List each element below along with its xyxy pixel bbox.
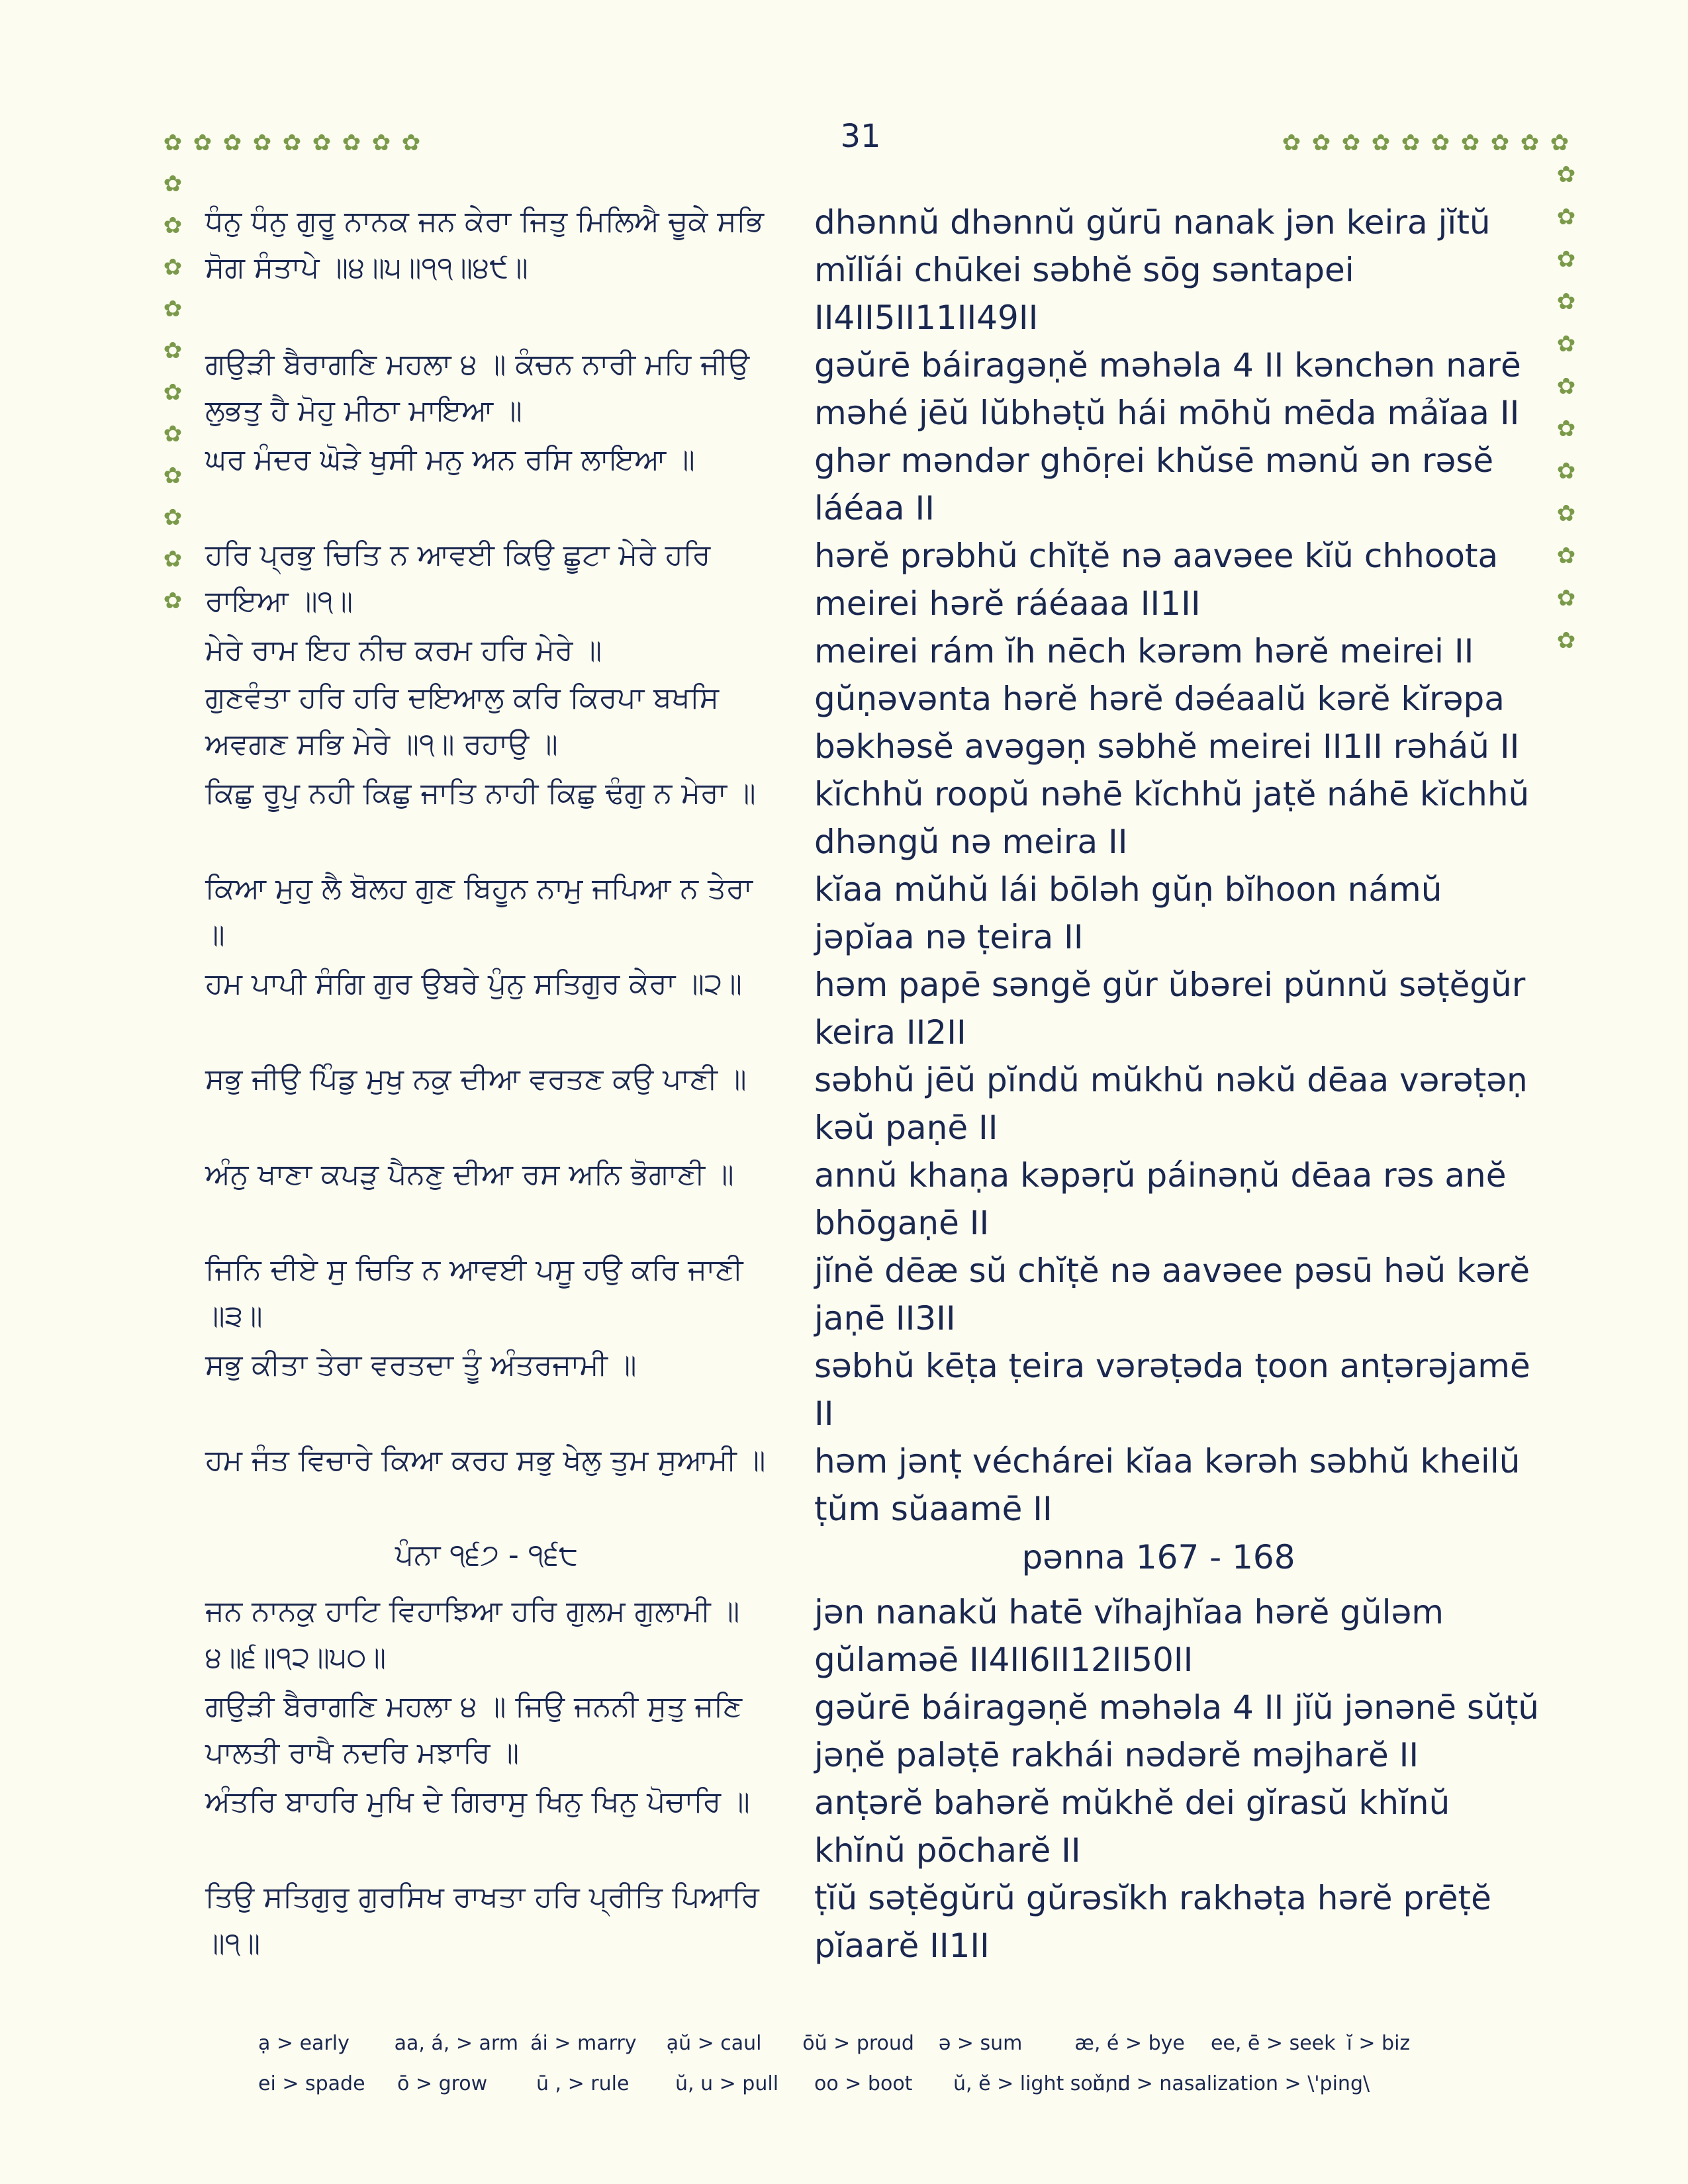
legend-item: ei > spade bbox=[258, 2072, 365, 2095]
transliteration-line: səbhŭ jēŭ pĭndŭ mŭkhŭ nəkŭ dēaa vərəṭəṇ kəŭ paṇē II bbox=[814, 1061, 1528, 1147]
gurmukhi-line: ਜਿਨਿ ਦੀਏ ਸੁ ਚਿਤਿ ਨ ਆਵਈ ਪਸੂ ਹਉ ਕਰਿ ਜਾਣੀ ॥੩॥ bbox=[205, 1253, 743, 1333]
verse-row bbox=[205, 1342, 1542, 1437]
gurmukhi-line: ਅੰਨੁ ਖਾਣਾ ਕਪੜੁ ਪੈਨਣੁ ਦੀਆ ਰਸ ਅਨਿ ਭੋਗਾਣੀ ॥ bbox=[205, 1158, 734, 1191]
gurmukhi-line: ਮੇਰੇ ਰਾਮ ਇਹ ਨੀਚ ਕਰਮ ਹਰਿ ਮੇਰੇ ॥ bbox=[205, 633, 602, 667]
flower-icon: ✿ bbox=[1556, 585, 1576, 612]
flower-icon: ✿ bbox=[163, 338, 183, 364]
page-reference-gurmukhi: ਪੰਨਾ ੧੬੭ - ੧੬੮ bbox=[395, 1538, 579, 1572]
verse-rows bbox=[205, 199, 1542, 1970]
verse-row bbox=[205, 866, 1542, 961]
legend-row bbox=[258, 2072, 1483, 2095]
verse-row bbox=[205, 627, 1542, 675]
flower-icon: ✿ bbox=[1282, 130, 1301, 156]
flower-icon: ✿ bbox=[163, 296, 183, 322]
flower-icon: ✿ bbox=[1556, 246, 1576, 273]
gurmukhi-line: ਕਿਛੁ ਰੂਪੁ ਨਹੀ ਕਿਛੁ ਜਾਤਿ ਨਾਹੀ ਕਿਛੁ ਢੰਗੁ ਨ ਮੇਰਾ ॥ bbox=[205, 776, 756, 810]
flower-icon: ✿ bbox=[1550, 130, 1570, 156]
transliteration-line: kĭaa mŭhŭ lái bōləh gŭṇ bĭhoon námŭ jəpĭaa nə ṭeira II bbox=[814, 870, 1442, 956]
legend-item: ee, ē > seek bbox=[1210, 2032, 1336, 2055]
flower-icon: ✿ bbox=[193, 130, 212, 156]
flower-icon: ✿ bbox=[1401, 130, 1421, 156]
flower-icon: ✿ bbox=[163, 588, 183, 614]
pronunciation-legend bbox=[258, 2032, 1483, 2113]
transliteration-line: gəŭrē báiragəṇĕ məhəla 4 II kənchən narē məhé jēŭ lŭbhəṭŭ hái mōhŭ mēda mảĭaa II bbox=[814, 346, 1521, 432]
ornament-top-right bbox=[1281, 132, 1572, 159]
flower-icon: ✿ bbox=[163, 463, 183, 489]
gurmukhi-line: ਹਰਿ ਪ੍ਰਭੁ ਚਿਤਿ ਨ ਆਵਈ ਕਿਉ ਛੂਟਾ ਮੇਰੇ ਹਰਿ ਰਾਇਆ ॥੧॥ bbox=[205, 538, 711, 618]
page-number: 31 bbox=[840, 118, 881, 155]
flower-icon: ✿ bbox=[312, 130, 332, 156]
verse-row bbox=[205, 437, 1542, 532]
ornament-top-left bbox=[162, 132, 427, 159]
flower-icon: ✿ bbox=[1556, 161, 1576, 188]
verse-row bbox=[205, 1779, 1542, 1874]
flower-icon: ✿ bbox=[1430, 130, 1450, 156]
flower-icon: ✿ bbox=[163, 504, 183, 531]
verse-row bbox=[205, 1684, 1542, 1779]
flower-icon: ✿ bbox=[1556, 373, 1576, 400]
ornament-left bbox=[162, 173, 189, 657]
transliteration-line: həm papē səngĕ gŭr ŭbərei pŭnnŭ səṭĕgŭr keira II2II bbox=[814, 966, 1526, 1052]
gurmukhi-line: ਧੰਨੁ ਧੰਨੁ ਗੁਰੂ ਨਾਨਕ ਜਨ ਕੇਰਾ ਜਿਤੁ ਮਿਲਿਐ ਚੂਕੇ ਸਭਿ ਸੋਗ ਸੰਤਾਪੇ ॥੪॥੫॥੧੧॥੪੯॥ bbox=[205, 205, 764, 285]
legend-item: ū , > rule bbox=[536, 2072, 630, 2095]
legend-item: ōŭ > proud bbox=[802, 2032, 914, 2055]
legend-item: ŭ, ĕ > light sound bbox=[953, 2072, 1131, 2095]
ornament-right bbox=[1556, 161, 1582, 654]
transliteration-line: anṭərĕ bahərĕ mŭkhĕ dei gĭrasŭ khĭnŭ khĭnŭ pōcharĕ II bbox=[814, 1784, 1450, 1870]
transliteration-line: gŭṇəvənta hərĕ hərĕ dəéaalŭ kərĕ kĭrəpa bəkhəsĕ avəgəṇ səbhĕ meirei II1II rəháŭ II bbox=[814, 680, 1520, 766]
flower-icon: ✿ bbox=[252, 130, 272, 156]
legend-item: ạŭ > caul bbox=[666, 2032, 762, 2055]
flower-icon: ✿ bbox=[401, 130, 421, 156]
transliteration-line: jĭnĕ dēæ sŭ chĭṭĕ nə aavəee pəsū həŭ kərĕ jaṇē II3II bbox=[814, 1251, 1530, 1338]
flower-icon: ✿ bbox=[342, 130, 361, 156]
transliteration-line: annŭ khaṇa kəpəṛŭ páinəṇŭ dēaa rəs anĕ bhōgaṇē II bbox=[814, 1156, 1507, 1242]
flower-icon: ✿ bbox=[1556, 543, 1576, 569]
transliteration-line: səbhŭ kēṭa ṭeira vərəṭəda ṭoon anṭərəjamē II bbox=[814, 1347, 1530, 1433]
legend-item: ň, n > nasalization > \'ping\ bbox=[1092, 2072, 1370, 2095]
flower-icon: ✿ bbox=[1460, 130, 1480, 156]
page-reference bbox=[205, 1538, 1542, 1576]
flower-icon: ✿ bbox=[163, 421, 183, 447]
flower-icon: ✿ bbox=[1556, 500, 1576, 527]
transliteration-line: meirei rám ĭh nēch kərəm hərĕ meirei II bbox=[814, 632, 1474, 670]
verse-row bbox=[205, 770, 1542, 866]
legend-item: aa, á, > arm bbox=[394, 2032, 518, 2055]
transliteration-line: ṭĭŭ səṭĕgŭrŭ gŭrəsĭkh rakhəṭa hərĕ prēṭĕ pĭaarĕ II1II bbox=[814, 1879, 1491, 1965]
transliteration-line: hərĕ prəbhŭ chĭṭĕ nə aavəee kĭŭ chhoota meirei hərĕ ráéaaa II1II bbox=[814, 537, 1499, 623]
gurmukhi-line: ਕਿਆ ਮੁਹੁ ਲੈ ਬੋਲਹ ਗੁਣ ਬਿਹੂਨ ਨਾਮੁ ਜਪਿਆ ਨ ਤੇਰਾ ॥ bbox=[205, 872, 753, 952]
transliteration-line: həm jənṭ véchárei kĭaa kərəh səbhŭ kheilŭ ṭŭm sŭaamē II bbox=[814, 1442, 1521, 1528]
gurmukhi-line: ਗੁਣਵੰਤਾ ਹਰਿ ਹਰਿ ਦਇਆਲੁ ਕਰਿ ਕਿਰਪਾ ਬਖਸਿ ਅਵਗਣ ਸਭਿ ਮੇਰੇ ॥੧॥ ਰਹਾਉ ॥ bbox=[205, 681, 720, 761]
legend-item: ạ > early bbox=[258, 2032, 350, 2055]
verse-row bbox=[205, 1437, 1542, 1533]
gurmukhi-line: ਹਮ ਜੰਤ ਵਿਚਾਰੇ ਕਿਆ ਕਰਹ ਸਭੁ ਖੇਲੁ ਤੁਮ ਸੁਆਮੀ ॥ bbox=[205, 1443, 766, 1477]
verse-row bbox=[205, 1152, 1542, 1247]
verse-row bbox=[205, 1056, 1542, 1152]
gurmukhi-line: ਘਰ ਮੰਦਰ ਘੋੜੇ ਖੁਸੀ ਮਨੁ ਅਨ ਰਸਿ ਲਾਇਆ ॥ bbox=[205, 443, 695, 477]
verse-row bbox=[205, 675, 1542, 770]
gurmukhi-line: ਹਮ ਪਾਪੀ ਸੰਗਿ ਗੁਰ ਉਬਰੇ ਪੁੰਨੁ ਸਤਿਗੁਰ ਕੇਰਾ ॥੨॥ bbox=[205, 967, 742, 1001]
gurmukhi-line: ਜਨ ਨਾਨਕੁ ਹਾਟਿ ਵਿਹਾਝਿਆ ਹਰਿ ਗੁਲਮ ਗੁਲਾਮੀ ॥੪॥੬॥੧੨॥੫੦॥ bbox=[205, 1594, 740, 1674]
flower-icon: ✿ bbox=[1556, 627, 1576, 654]
flower-icon: ✿ bbox=[163, 212, 183, 239]
flower-icon: ✿ bbox=[282, 130, 302, 156]
flower-icon: ✿ bbox=[163, 546, 183, 572]
legend-item: æ, é > bye bbox=[1074, 2032, 1185, 2055]
flower-icon: ✿ bbox=[1556, 331, 1576, 357]
legend-item: ō > grow bbox=[397, 2072, 488, 2095]
legend-item: oo > boot bbox=[814, 2072, 913, 2095]
transliteration-line: gəŭrē báiragəṇĕ məhəla 4 II jĭŭ jənənē sŭṭŭ jəṇĕ paləṭē rakhái nədərĕ məjharĕ II bbox=[814, 1688, 1539, 1774]
verse-row bbox=[205, 341, 1542, 437]
flower-icon: ✿ bbox=[1371, 130, 1391, 156]
verse-row bbox=[205, 961, 1542, 1056]
flower-icon: ✿ bbox=[1341, 130, 1361, 156]
verse-row bbox=[205, 1247, 1542, 1342]
page-reference-translit: pənna 167 - 168 bbox=[1021, 1538, 1295, 1576]
legend-row bbox=[258, 2032, 1483, 2055]
flower-icon: ✿ bbox=[1520, 130, 1540, 156]
legend-item: ə > sum bbox=[938, 2032, 1023, 2055]
verse-row bbox=[205, 532, 1542, 627]
verse-row bbox=[205, 1588, 1542, 1684]
flower-icon: ✿ bbox=[163, 130, 183, 156]
flower-icon: ✿ bbox=[1311, 130, 1331, 156]
flower-icon: ✿ bbox=[371, 130, 391, 156]
gurmukhi-line: ਗਉੜੀ ਬੈਰਾਗਣਿ ਮਹਲਾ ੪ ॥ ਜਿਉ ਜਨਨੀ ਸੁਤੁ ਜਣਿ ਪਾਲਤੀ ਰਾਖੈ ਨਦਰਿ ਮਝਾਰਿ ॥ bbox=[205, 1690, 743, 1770]
flower-icon: ✿ bbox=[1556, 458, 1576, 484]
gurmukhi-line: ਅੰਤਰਿ ਬਾਹਰਿ ਮੁਖਿ ਦੇ ਗਿਰਾਸੁ ਖਿਨੁ ਖਿਨੁ ਪੋਚਾਰਿ ॥ bbox=[205, 1785, 750, 1819]
verse-row bbox=[205, 199, 1542, 341]
transliteration-line: dhənnŭ dhənnŭ gŭrū nanak jən keira jĭtŭ mĭlĭái chūkei səbhĕ sōg səntapei II4II5II11II49II bbox=[814, 203, 1491, 337]
verse-row bbox=[205, 1874, 1542, 1970]
transliteration-line: jən nanakŭ hatē vĭhajhĭaa hərĕ gŭləm gŭlaməē II4II6II12II50II bbox=[814, 1593, 1444, 1679]
flower-icon: ✿ bbox=[163, 379, 183, 406]
legend-item: ĭ > biz bbox=[1346, 2032, 1411, 2055]
gurmukhi-line: ਸਭੁ ਜੀਉ ਪਿੰਡੁ ਮੁਖੁ ਨਕੁ ਦੀਆ ਵਰਤਣ ਕਉ ਪਾਣੀ ॥ bbox=[205, 1062, 747, 1096]
flower-icon: ✿ bbox=[163, 254, 183, 281]
flower-icon: ✿ bbox=[1556, 289, 1576, 315]
legend-item: ái > marry bbox=[530, 2032, 637, 2055]
flower-icon: ✿ bbox=[163, 171, 183, 197]
gurmukhi-line: ਗਉੜੀ ਬੈਰਾਗਣਿ ਮਹਲਾ ੪ ॥ ਕੰਚਨ ਨਾਰੀ ਮਹਿ ਜੀਉ ਲੁਭਤੁ ਹੈ ਮੋਹੁ ਮੀਠਾ ਮਾਇਆ ॥ bbox=[205, 347, 750, 428]
transliteration-line: kĭchhŭ roopŭ nəhē kĭchhŭ jaṭĕ náhē kĭchhŭ dhəngŭ nə meira II bbox=[814, 775, 1530, 861]
flower-icon: ✿ bbox=[1556, 416, 1576, 442]
flower-icon: ✿ bbox=[1490, 130, 1510, 156]
gurmukhi-line: ਸਭੁ ਕੀਤਾ ਤੇਰਾ ਵਰਤਦਾ ਤੂੰ ਅੰਤਰਜਾਮੀ ॥ bbox=[205, 1348, 637, 1382]
flower-icon: ✿ bbox=[1556, 204, 1576, 230]
gurmukhi-line: ਤਿਉ ਸਤਿਗੁਰੁ ਗੁਰਸਿਖ ਰਾਖਤਾ ਹਰਿ ਪ੍ਰੀਤਿ ਪਿਆਰਿ ॥੧॥ bbox=[205, 1880, 759, 1960]
flower-icon: ✿ bbox=[222, 130, 242, 156]
legend-item: ŭ, u > pull bbox=[675, 2072, 779, 2095]
transliteration-line: ghər məndər ghōṛei khŭsē mənŭ ən rəsĕ láéaa II bbox=[814, 441, 1494, 527]
